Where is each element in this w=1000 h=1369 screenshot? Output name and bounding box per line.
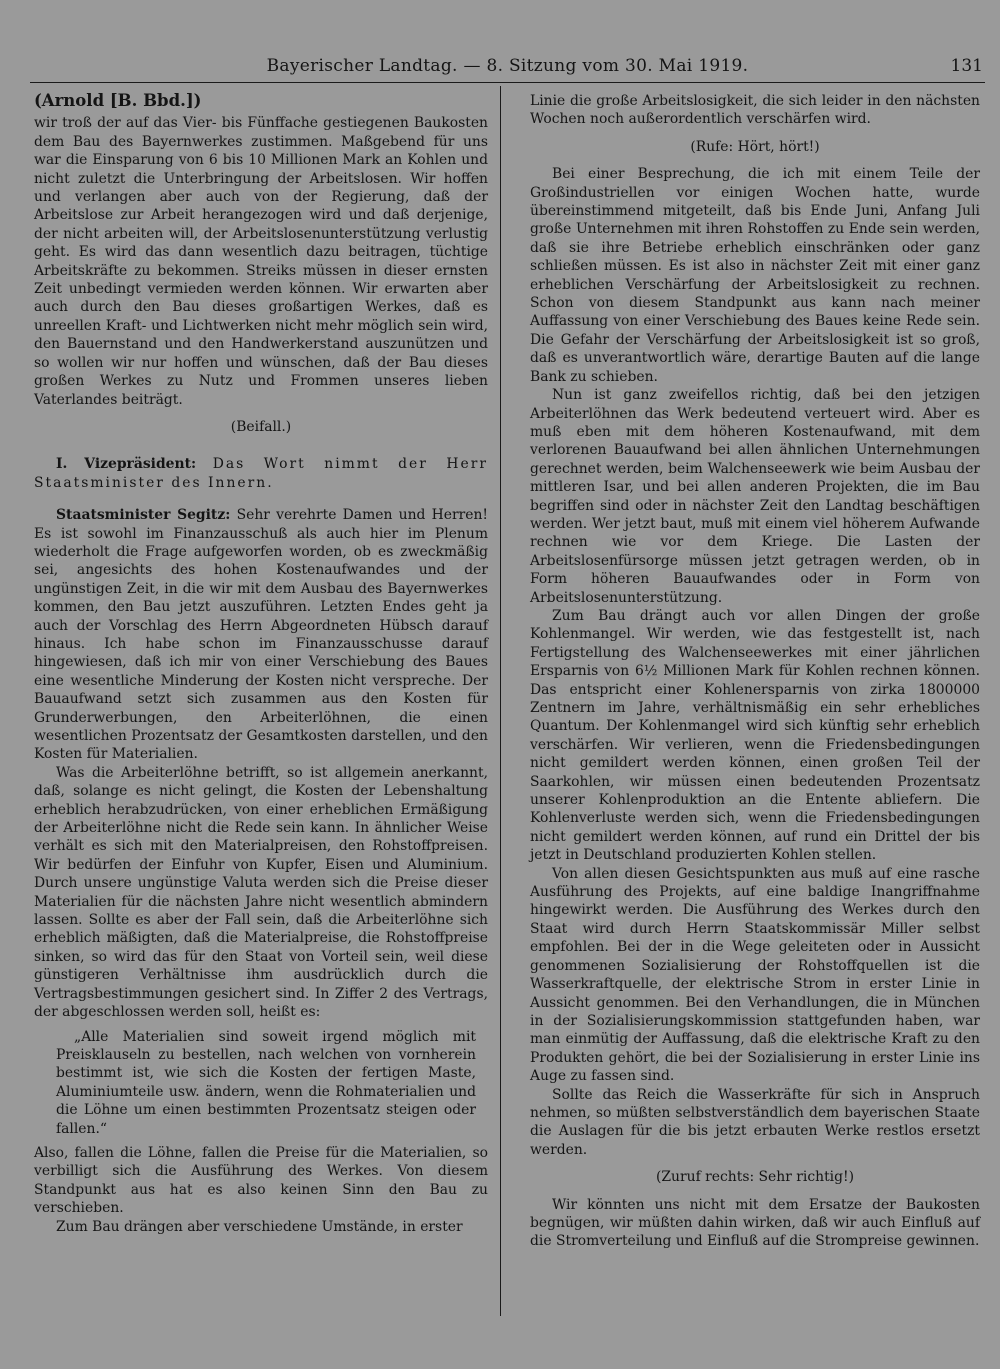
paragraph: Was die Arbeiterlöhne betrifft, so ist allgemein anerkannt, daß, solange es nicht gelingt, die Kosten der Lebenshaltung erheblich herabzudrücken, von einer erheblichen Ermäßigung der Arbeiterlöhne nicht die Rede sein kann. In ähnlicher Weise verhält es sich mit den Materialpreisen, den Rohstoffpreisen. Wir bedürfen der Einfuhr von Kupfer, Eisen und Aluminium. Durch unsere ungünstige Valuta werden sich die Preise dieser Materialien für die nächsten Jahre nicht wesentlich abmindern lassen. Sollte es aber der Fall sein, daß die Arbeiterlöhne sich erheblich mäßigten, daß die Materialpreise, die Rohstoffpreise sinken, so wird das für den Staat von Vorteil sein, weil diese günstigeren Verhältnisse ihm ausdrücklich durch die Vertragsbestimmungen gesichert sind. In Ziffer 2 des Vertrags, der abgeschlossen werden soll, heißt es: bbox=[34, 764, 488, 1021]
speaker-label: Staatsminister Segitz: bbox=[56, 507, 231, 524]
spacer bbox=[34, 492, 488, 506]
running-header bbox=[30, 56, 985, 83]
right-column bbox=[530, 92, 980, 1251]
paragraph: Von allen diesen Gesichtspunkten aus muß auf eine rasche Ausführung des Projekts, auf eine baldige Inangriffnahme hingewirkt werden. Die Ausführung des Werkes durch den Staat wird durch Herrn Staatskommissär Miller selbst empfohlen. Bei der in die Wege geleiteten oder in Aussicht genommenen Sozialisierung der Rohstoffquellen ist die Wasserkraftquelle, der elektrische Strom in erster Linie in Aussicht genommen. Bei den Verhandlungen, die in München in der Sozialisierungskommission stattgefunden haben, war man einmütig der Auffassung, daß die elektrische Kraft zu den Produkten gehört, die bei der Sozialisierung in erster Linie ins Auge zu fassen sind. bbox=[530, 865, 980, 1085]
page-number: 131 bbox=[950, 56, 983, 76]
interjection: (Rufe: Hört, hört!) bbox=[690, 138, 820, 155]
left-column bbox=[34, 92, 488, 1236]
paragraph: Zum Bau drängen aber verschiedene Umstände, in erster bbox=[56, 1218, 463, 1235]
interjection: (Zuruf rechts: Sehr richtig!) bbox=[655, 1169, 855, 1186]
quotation: „Alle Materialien sind soweit irgend möglich mit Preisklauseln zu bestellen, nach welchen von vornherein bestimmt ist, wie sich die Kosten der fertigen Maste, Aluminiumteile usw. ändern, wenn die Rohmaterialien und die Löhne um einen bestimmten Prozentsatz steigen oder fallen.“ bbox=[56, 1028, 476, 1137]
paragraph: Wir könnten uns nicht mit dem Ersatze der Baukosten begnügen, wir müßten dahin wirken, daß wir auch Einfluß auf die Stromverteilung und Einfluß auf die Strompreise gewinnen. bbox=[530, 1196, 980, 1250]
speaker-continued: (Arnold [B. Bbd.]) bbox=[34, 91, 202, 110]
paragraph: Linie die große Arbeitslosigkeit, die sich leider in den nächsten Wochen noch außerordentlich verschärfen wird. bbox=[530, 93, 980, 128]
interjection-applause: (Beifall.) bbox=[230, 418, 292, 435]
paragraph-text: Sehr verehrte Damen und Herren! Es ist sowohl im Finanzausschuß als auch hier im Plenum wiederholt die Frage aufgeworfen worden, ob es zweckmäßig sei, angesichts des hohen Kostenaufwandes und der ungünstigen Zeit, in die wir mit dem Ausbau des Bayernwerkes kommen, den Bau jetzt auszuführen. Letzten Endes geht ja auch der Vorschlag des Herrn Abgeordneten Hübsch darauf hinaus. Ich habe schon im Finanzausschusse darauf hingewiesen, daß ich mir von einer Verschiebung des Baues eine wesentliche Minderung der Kosten nicht verspreche. Der Bauaufwand setzt sich zusammen aus den Kosten für Grunderwerbungen, den Arbeiterlöhnen, die einen wesentlichen Prozentsatz der Gesamtkosten darstellen, und den Kosten für Materialien. bbox=[34, 507, 488, 763]
vice-president-paragraph bbox=[34, 455, 488, 492]
header-title: Bayerischer Landtag. — 8. Sitzung vom 30. Mai 1919. bbox=[266, 56, 749, 76]
column-divider bbox=[500, 86, 501, 1316]
paragraph: Zum Bau drängt auch vor allen Dingen der große Kohlenmangel. Wir werden, wie das festgestellt ist, nach Fertigstellung des Walchenseewerkes mit einer jährlichen Ersparnis von 6½ Millionen Mark für Kohlen rechnen können. Das entspricht einer Kohlenersparnis von zirka 1800000 Zentnern im Jahre, verhältnismäßig ein sehr erhebliches Quantum. Der Kohlenmangel wird sich künftig sehr erheblich verschärfen. Wir verlieren, wenn die Friedensbedingungen nicht gemildert werden können, einen großen Teil der Saarkohlen, wir müssen einen bedeutenden Prozentsatz unserer Kohlenproduktion an die Entente abliefern. Die Kohlenverluste werden sich, wenn die Friedensbedingungen nicht gemildert werden können, auf rund ein Drittel der bis jetzt in Deutschland produzierten Kohlen stellen. bbox=[530, 607, 980, 864]
paragraph: wir troß der auf das Vier- bis Fünffache gestiegenen Baukosten dem Bau des Bayernwerkes zustimmen. Maßgebend für uns war die Einsparung von 6 bis 10 Millionen Mark an Kohlen und nicht zuletzt die Unterbringung der Arbeitslosen. Wir hoffen und verlangen aber auch von der Regierung, daß der Arbeitslose zur Arbeit herangezogen wird und daß derjenige, der nicht arbeiten will, der Arbeitslosenunterstützung verlustig geht. Es wird das dann wesentlich dazu beitragen, tüchtige Arbeitskräfte zu bekommen. Streiks müssen in dieser ernsten Zeit unbedingt vermieden werden können. Wir erwarten aber auch durch den Bau dieses großartigen Werkes, daß es unreellen Kraft- und Lichtwerken nicht mehr möglich sein wird, den Bauernstand und den Handwerkerstand auszunützen und so wollen wir nur hoffen und wünschen, daß der Bau dieses großen Werkes zu Nutz und Frommen unseres lieben Vaterlandes beiträgt. bbox=[34, 115, 488, 408]
spacer bbox=[34, 445, 488, 455]
paragraph: Also, fallen die Löhne, fallen die Preise für die Materialien, so verbilligt sich die Ausführung des Werkes. Von diesem Standpunkt aus hat es also keinen Sinn den Bau zu verschieben. bbox=[34, 1144, 488, 1217]
paragraph: Sollte das Reich die Wasserkräfte für sich in Anspruch nehmen, so müßten selbstverständlich dem bayerischen Staate die Auslagen für die bis jetzt erbauten Werke restlos ersetzt werden. bbox=[530, 1086, 980, 1158]
paragraph: Bei einer Besprechung, die ich mit einem Teile der Großindustriellen vor einigen Wochen hatte, wurde übereinstimmend mitgeteilt, daß bis Ende Juni, Anfang Juli große Unternehmen mit ihren Rohstoffen zu Ende sein werden, daß sie ihre Betriebe erheblich einschränken oder ganz schließen müssen. Es ist also in nächster Zeit mit einer ganz erheblichen Verschärfung der Arbeitslosigkeit zu rechnen. Schon von diesem Standpunkt aus kann nach meiner Auffassung von einer Verschiebung des Baues keine Rede sein. Die Gefahr der Verschärfung der Arbeitslosigkeit ist so groß, daß es unverantwortlich wäre, derartige Bauten auf die lange Bank zu schieben. bbox=[530, 166, 980, 385]
paragraph: Nun ist ganz zweifellos richtig, daß bei den jetzigen Arbeiterlöhnen das Werk bedeutend verteuert wird. Aber es muß eben mit dem höheren Kostenaufwand, mit dem verlorenen Bauaufwand bei allen ähnlichen Unternehmungen gerechnet werden, beim Walchenseewerk wie beim Ausbau der mittleren Isar, und bei allen anderen Projekten, die im Bau begriffen sind oder in nächster Zeit den Landtag beschäftigen werden. Wer jetzt baut, muß mit einem viel höherem Aufwande rechnen wie vor dem Kriege. Die Lasten der Arbeitslosenfürsorge müssen jetzt getragen werden, ob in Form höheren Bauaufwandes oder in Form von Arbeitslosenunterstützung. bbox=[530, 387, 980, 606]
paragraph-text: Das Wort nimmt der Herr Staatsminister des Innern. bbox=[34, 456, 489, 491]
minister-paragraph bbox=[34, 506, 488, 764]
speaker-label: I. Vizepräsident: bbox=[56, 456, 197, 473]
